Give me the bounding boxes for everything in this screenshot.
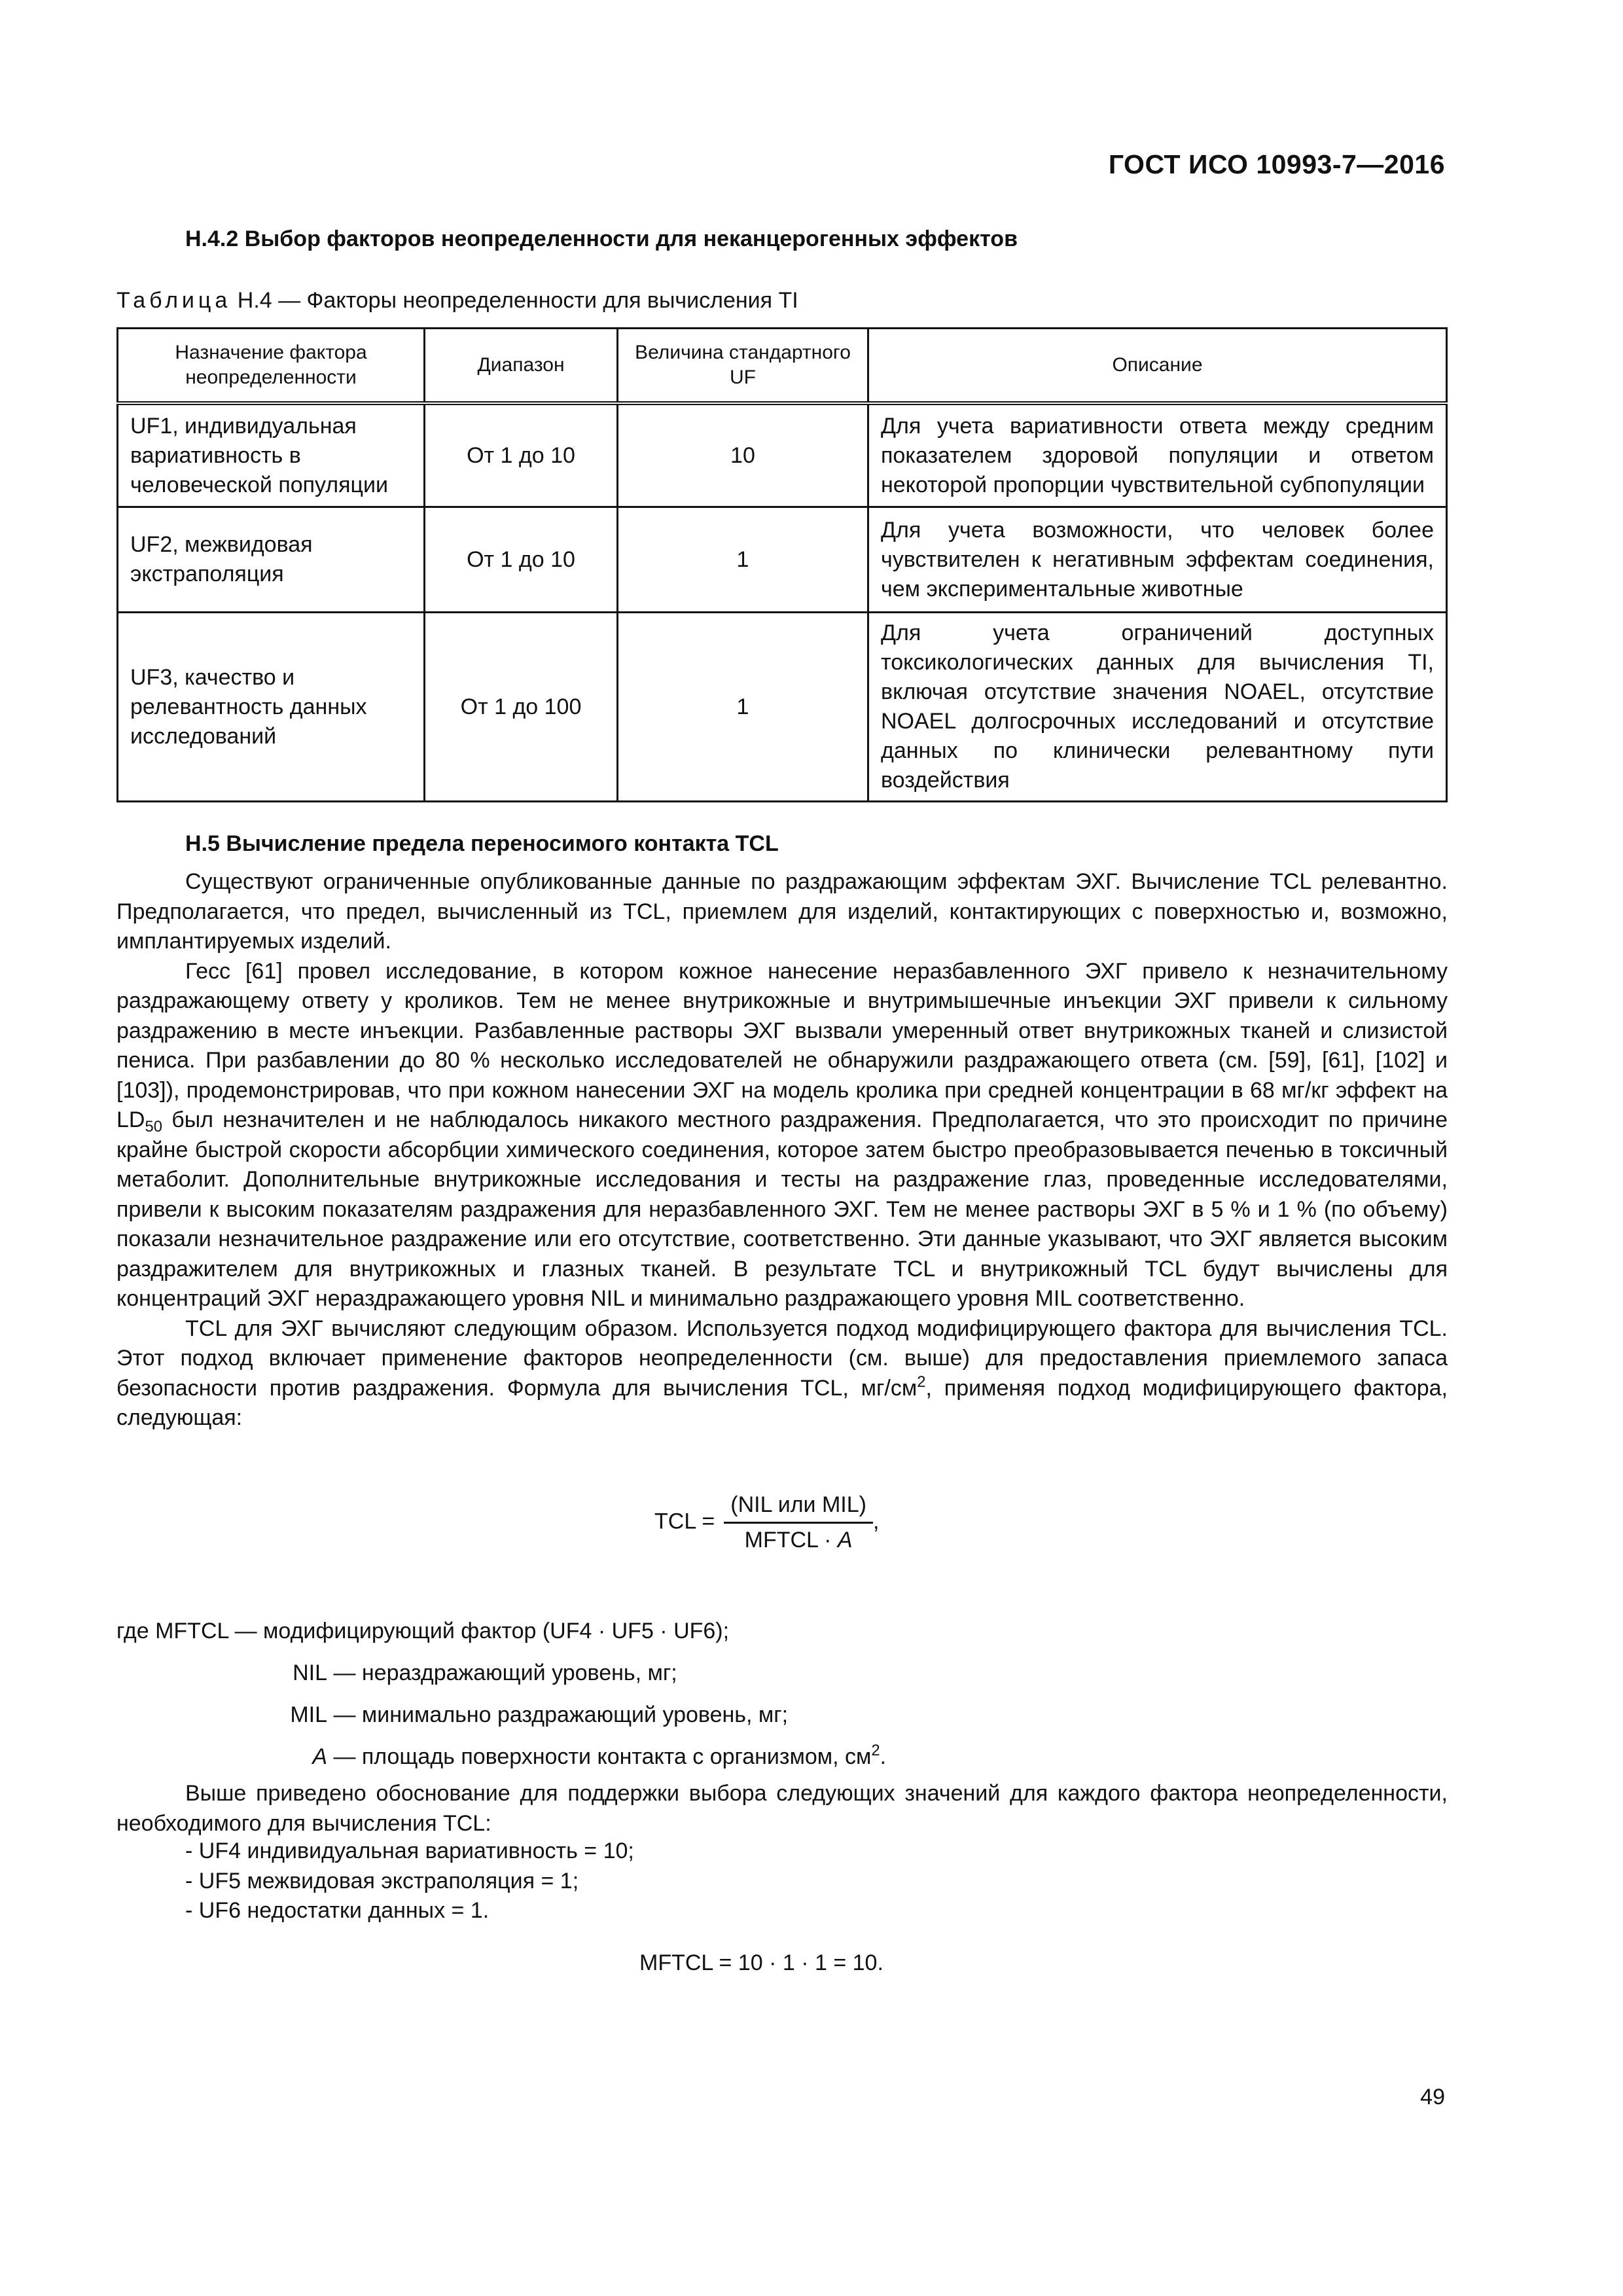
definition-row bbox=[116, 1694, 886, 1736]
cell-range: От 1 до 10 bbox=[425, 403, 618, 507]
where-word: где bbox=[116, 1619, 149, 1643]
header-factor: Назначение фактора неопределенности bbox=[118, 329, 425, 404]
cell-factor: UF2, межвидовая экстраполяция bbox=[118, 507, 425, 613]
cell-range: От 1 до 100 bbox=[425, 613, 618, 802]
table-caption-title: H.4 — Факторы неопределенности для вычисления TI bbox=[231, 288, 798, 313]
section-heading-h42: H.4.2 Выбор факторов неопределенности для неканцерогенных эффектов bbox=[185, 226, 1018, 251]
definition-row bbox=[116, 1736, 886, 1778]
definition-term: A bbox=[312, 1744, 327, 1769]
paragraph-text: был незначителен и не наблюдалось никакого местного раздражения. Предполагается, что это происходит по причине крайне быстрой скорости абсорбции химического соединения, которое затем быстро преобразовывается печенью в токсичный метаболит. Дополнительные внутрикожные исследования и тесты на раздражение глаз, проведенные исследователями, привели к высоким показателям раздражения для неразбавленного ЭХГ. Тем не менее растворы ЭХГ в 5 % и 1 % (по объему) показали незначительное раздражение или его отсутствие, соответственно. Эти данные указывают, что ЭХГ является высоким раздражителем для внутрикожных и глазных тканей. В результате TCL и внутрикожный TCL будут вычислены для концентраций ЭХГ нераздражающего уровня NIL и минимально раздражающего уровня MIL соответственно. bbox=[116, 1107, 1448, 1311]
definition-text: — минимально раздражающий уровень, мг; bbox=[327, 1702, 789, 1727]
cell-description: Для учета вариативности ответа между средним показателем здоровой популяции и ответом некоторой пропорции чувствительной субпопуляции bbox=[868, 403, 1447, 507]
body-section-h5 bbox=[116, 867, 1448, 1433]
list-item: - UF4 индивидуальная вариативность = 10; bbox=[185, 1839, 634, 1863]
uncertainty-factors-table bbox=[116, 327, 1448, 802]
paragraph bbox=[116, 1314, 1448, 1433]
cell-range: От 1 до 10 bbox=[425, 507, 618, 613]
header-default-uf: Величина стандартного UF bbox=[618, 329, 868, 404]
formula-denominator bbox=[724, 1524, 873, 1553]
denominator-text: MFTCL · bbox=[744, 1528, 838, 1552]
mftcl-result-formula: MFTCL = 10 · 1 · 1 = 10. bbox=[639, 1950, 883, 1975]
definition-text: — модифицирующий фактор (UF4 · UF5 · UF6); bbox=[228, 1619, 730, 1643]
subscript: 50 bbox=[145, 1118, 162, 1136]
cell-factor: UF1, индивидуальная вариативность в человеческой популяции bbox=[118, 403, 425, 507]
tcl-formula bbox=[654, 1492, 879, 1553]
page-number: 49 bbox=[1420, 2085, 1445, 2109]
table-row bbox=[118, 403, 1447, 507]
definition-row bbox=[116, 1610, 886, 1652]
definition-text: — нераздражающий уровень, мг; bbox=[327, 1660, 677, 1685]
definition-term: MIL bbox=[290, 1702, 327, 1727]
cell-factor: UF3, качество и релевантность данных исследований bbox=[118, 613, 425, 802]
list-item: - UF6 недостатки данных = 1. bbox=[185, 1898, 490, 1923]
table-header-row bbox=[118, 329, 1447, 404]
list-item: - UF5 межвидовая экстраполяция = 1; bbox=[185, 1868, 579, 1893]
paragraph-text: Гесс [61] провел исследование, в котором кожное нанесение неразбавленного ЭХГ привело к незначительному раздражающему ответу у кроликов. Тем не менее внутрикожные и внутримышечные инъекции ЭХГ привели к сильному раздражению в месте инъекции. Разбавленные растворы ЭХГ вызвали умеренный ответ внутрикожных тканей и слизистой пениса. При разбавлении до 80 % несколько исследователей не обнаружили раздражающего ответа (см. [59], [61], [102] и [103]), продемонстрировав, что при кожном нанесении ЭХГ на модель кролика при средней концентрации в 68 мг/кг эффект на LD bbox=[116, 958, 1448, 1132]
table-caption bbox=[116, 288, 798, 314]
standard-code: ГОСТ ИСО 10993-7—2016 bbox=[1108, 149, 1445, 179]
cell-description: Для учета ограничений доступных токсикологических данных для вычисления TI, включая отсутствие значения NOAEL, отсутствие NOAEL долгосрочных исследований и отсутствие данных по клинически релевантному пути воздействия bbox=[868, 613, 1447, 802]
denominator-variable: A bbox=[837, 1528, 853, 1552]
formula-lhs: TCL = bbox=[654, 1509, 715, 1534]
cell-value: 1 bbox=[618, 507, 868, 613]
header-range: Диапазон bbox=[425, 329, 618, 404]
definition-term: MFTCL bbox=[155, 1619, 229, 1643]
uf-values-list bbox=[185, 1837, 634, 1926]
paragraph-text: , применяя подход модифицирующего фактора, следующая: bbox=[116, 1375, 1448, 1430]
formula-fraction bbox=[724, 1492, 873, 1553]
definition-term: NIL bbox=[293, 1660, 327, 1685]
table-row bbox=[118, 507, 1447, 613]
definition-text: — площадь поверхности контакта с организмом, см bbox=[327, 1744, 872, 1769]
formula-numerator: (NIL или MIL) bbox=[724, 1492, 873, 1524]
header-description: Описание bbox=[868, 329, 1447, 404]
paragraph: Существуют ограниченные опубликованные данные по раздражающим эффектам ЭХГ. Вычисление TCL релевантно. Предполагается, что предел, вычисленный из TCL, приемлем для изделий, контактирующих с поверхностью и, возможно, имплантируемых изделий. bbox=[116, 869, 1448, 954]
table-row bbox=[118, 613, 1447, 802]
paragraph-text: TCL для ЭХГ вычисляют следующим образом. Используется подход модифицирующего фактора для вычисления TCL. Этот подход включает применение факторов неопределенности (см. выше) для предоставления приемлемого запаса безопасности против раздражения. Формула для вычисления TCL, мг/см bbox=[116, 1316, 1448, 1401]
paragraph: Выше приведено обоснование для поддержки выбора следующих значений для каждого фактора неопределенности, необходимого для вычисления TCL: bbox=[116, 1781, 1448, 1836]
superscript: 2 bbox=[871, 1741, 880, 1759]
formula-definitions bbox=[116, 1610, 886, 1778]
paragraph bbox=[116, 957, 1448, 1314]
definition-row bbox=[116, 1652, 886, 1694]
table-caption-prefix: Таблица bbox=[116, 288, 232, 313]
superscript: 2 bbox=[917, 1372, 926, 1391]
section-heading-h5: H.5 Вычисление предела переносимого контакта TCL bbox=[185, 831, 779, 856]
definition-end: . bbox=[880, 1744, 887, 1769]
cell-value: 10 bbox=[618, 403, 868, 507]
cell-value: 1 bbox=[618, 613, 868, 802]
formula-trailing: , bbox=[872, 1509, 880, 1534]
cell-description: Для учета возможности, что человек более чувствителен к негативным эффектам соединения, чем экспериментальные животные bbox=[868, 507, 1447, 613]
justification-section bbox=[116, 1779, 1448, 1839]
